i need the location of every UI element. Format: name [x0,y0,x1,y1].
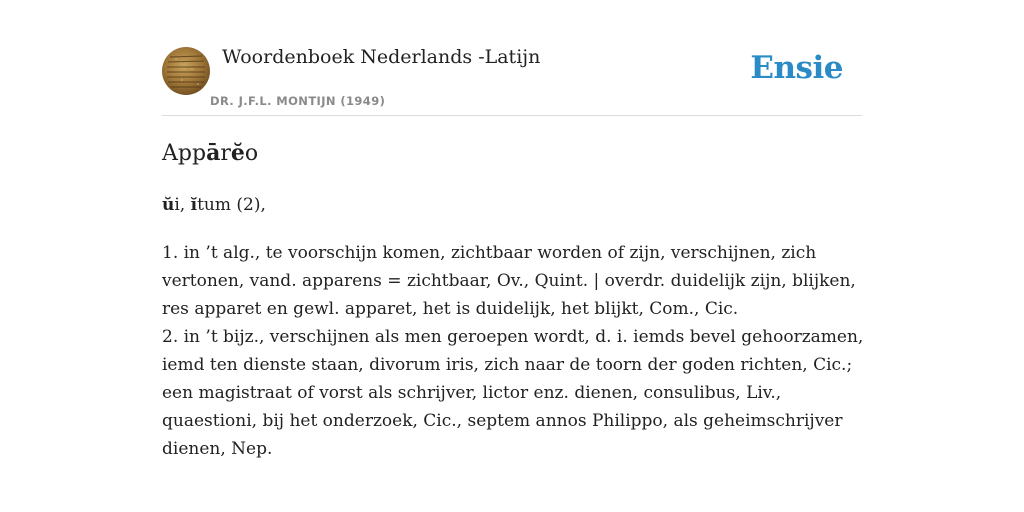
headword-part: o [244,141,259,166]
headword-part: r [220,141,231,166]
inflection-forms [162,195,266,215]
forms-vowel: ĭ [190,195,198,215]
definition-body [162,239,862,463]
headword-vowel-short: ĕ [230,140,245,166]
definition-line: quaestioni, bij het onderzoek, Cic., septem annos Philippo, als geheimschrijver [162,411,843,431]
headword-part: App [162,141,207,166]
dictionary-header [162,46,862,116]
definition-line: res apparet en gewl. apparet, het is duidelijk, het blijkt, Com., Cic. [162,299,739,319]
ensie-logo-link[interactable]: Ensie [750,50,843,86]
definition-line: 1. in ’t alg., te voorschijn komen, zichtbaar worden of zijn, verschijnen, zich [162,243,817,263]
book-title[interactable]: Woordenboek Nederlands -Latijn [222,46,541,68]
forms-vowel: ŭ [162,195,175,215]
definition-line: iemd ten dienste staan, divorum iris, zich naar de toorn der goden richten, Cic.; [162,355,853,375]
book-author: DR. J.F.L. MONTIJN (1949) [210,94,386,108]
forms-part: i, [174,195,191,215]
definition-line: een magistraat of vorst als schrijver, lictor enz. dienen, consulibus, Liv., [162,383,782,403]
definition-line: vertonen, vand. apparens = zichtbaar, Ov., Quint. | overdr. duidelijk zijn, blijken, [162,271,856,291]
definition-line: 2. in ’t bijz., verschijnen als men geroepen wordt, d. i. iemds bevel gehoorzamen, [162,327,864,347]
forms-part: tum (2), [197,195,266,215]
definition-line: dienen, Nep. [162,439,273,459]
bronze-tablet-cover-icon[interactable] [162,47,210,95]
headword-vowel-long: ā [206,140,221,166]
headword [162,140,258,166]
